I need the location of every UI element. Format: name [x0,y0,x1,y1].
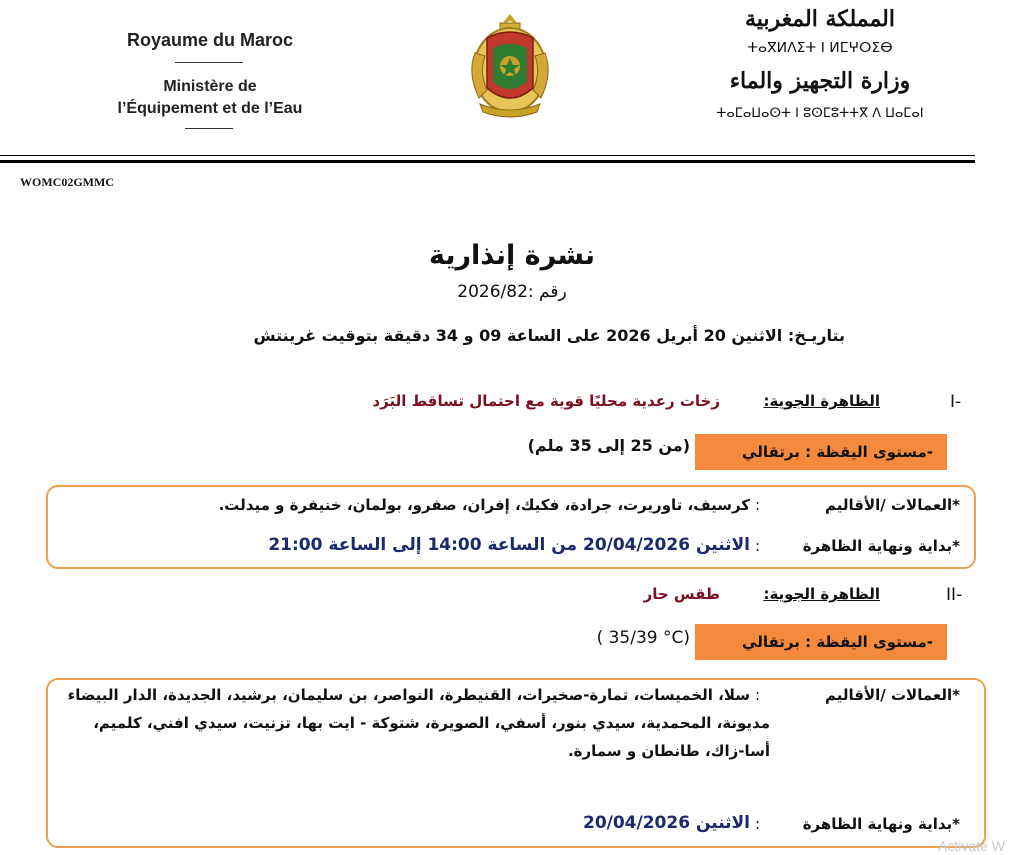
tifinagh-kingdom: ⵜⴰⴳⵍⴷⵉⵜ ⵏ ⵍⵎⵖⵔⵉⴱ [747,40,893,56]
header-separator-thin [0,155,975,156]
section-1-timing-colon: : [755,537,761,555]
bulletin-number: رقم :2026/82 [457,282,567,302]
tifinagh-ministry: ⵜⴰⵎⴰⵡⴰⵙⵜ ⵏ ⵓⵙⵎⵓⵜⵜⴳ ⴷ ⵡⴰⵎⴰⵏ [716,106,924,121]
section-1-alert-level: -مستوى اليقظة : برتقالي [695,434,947,470]
section-2-amount: ( 35/39 °C) [596,628,690,648]
ar-ministry: وزارة التجهيز والماء [729,68,911,94]
section-1-timing: الاثنين 20/04/2026 من الساعة 14:00 إلى الساعة 21:00 [268,535,750,555]
section-2-provinces-line-1: سلا، الخميسات، تمارة-صخيرات، القنيطرة، النواصر، بن سليمان، برشيد، الجديدة، الدار البيضاء [67,686,750,704]
section-2-phenomenon: طقس حار [643,585,720,603]
section-1-phenomenon: زخات رعدية محليًا قوية مع احتمال تساقط البَرَد [372,392,720,410]
section-2-timing-label: *بداية ونهاية الظاهرة [802,815,960,833]
section-1-provinces-colon: : [755,496,761,514]
section-1-timing-label: *بداية ونهاية الظاهرة [802,537,960,555]
section-2-provinces-colon: : [755,686,761,704]
fr-kingdom: Royaume du Maroc [126,30,294,50]
section-2-alert-level: -مستوى اليقظة : برتقالي [695,624,947,660]
bulletin-title: نشرة إنذارية [428,240,596,271]
section-1-numeral: I- [950,392,962,412]
fr-kingdom-underline [175,62,243,63]
header-separator-thick [0,160,975,163]
section-2-timing-colon: : [755,815,761,833]
bulletin-code: WOMC02GMMC [20,175,114,189]
section-1-provinces: كرسيف، تاوريرت، جرادة، فكيك، إفران، صفرو، بولمان، خنيفرة و ميدلت. [218,496,750,514]
bulletin-date: بتاريـخ: الاثنين 20 أبريل 2026 على الساعة 09 و 34 دقيقة بتوقيت غرينتش [253,326,845,345]
section-2-phenomenon-label: الظاهرة الجوية: [763,585,880,603]
ar-kingdom: المملكة المغربية [745,6,895,32]
section-2-provinces-line-2: مديونة، المحمدية، سيدي بنور، أسفي، الصويرة، شتوكة - ايت بها، تزنيت، سيدي افني، كلميم، [93,714,770,732]
section-1-phenomenon-label: الظاهرة الجوية: [763,392,880,410]
section-1-amount: (من 25 إلى 35 ملم) [527,436,690,455]
fr-ministry-line1: Ministère de [163,78,257,95]
coat-of-arms-emblem [465,8,555,123]
section-2-provinces-label: *العمالات /الأقاليم [824,686,960,704]
fr-ministry-line2: l’Équipement et de l’Eau [117,100,303,117]
section-2-timing: الاثنين 20/04/2026 [582,813,750,833]
section-2-numeral: II- [946,585,963,605]
activation-watermark: Activate W [938,838,1005,854]
section-2-provinces-line-3: أسا-زاك، طانطان و سمارة. [567,742,770,760]
fr-ministry-underline [185,128,233,129]
section-1-provinces-label: *العمالات /الأقاليم [824,496,960,514]
